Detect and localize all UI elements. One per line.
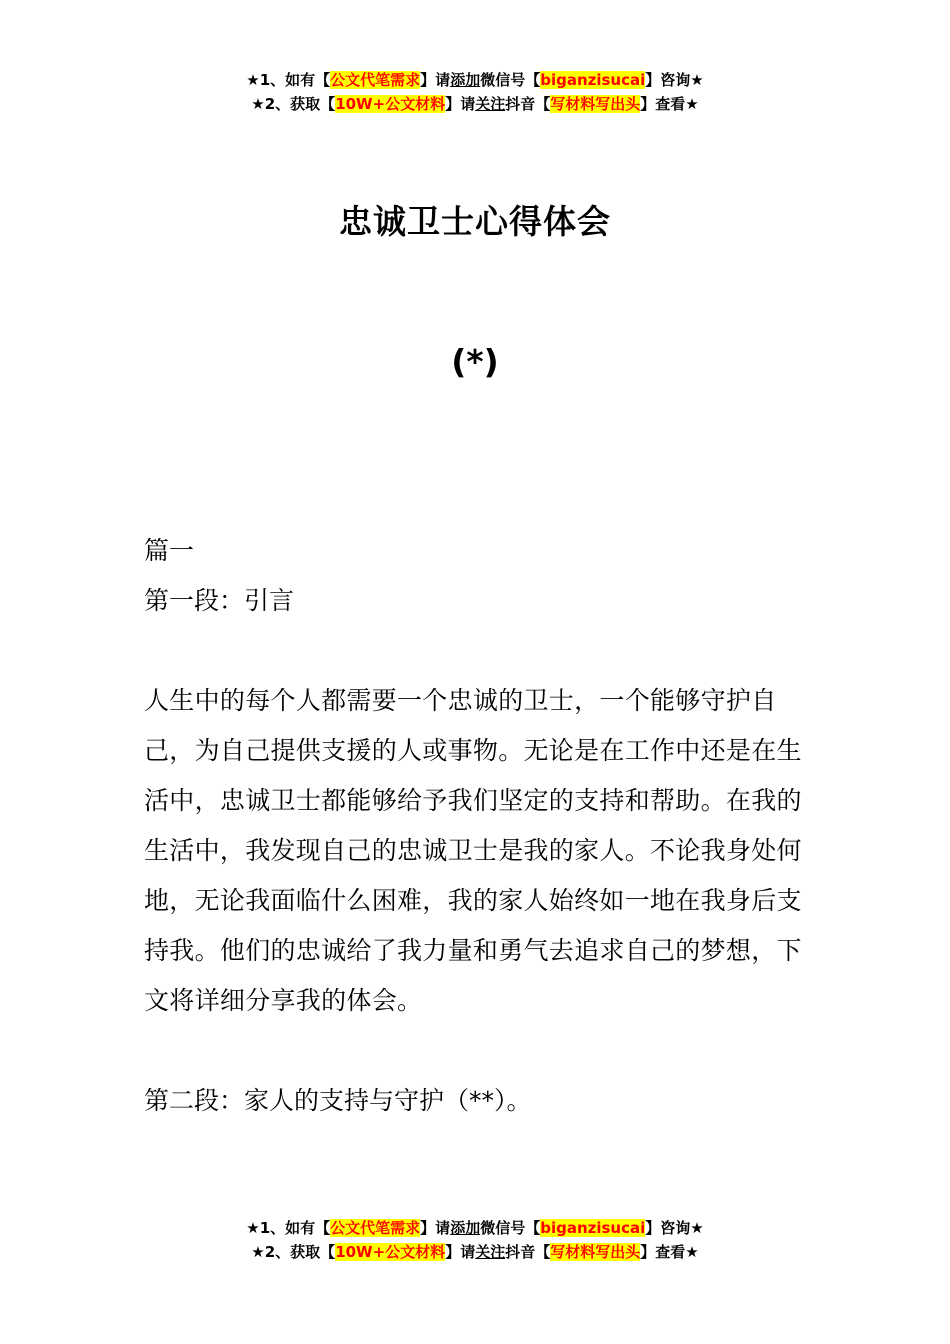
- document-title: 忠诚卫士心得体会: [339, 202, 611, 241]
- body-paragraph: 人生中的每个人都需要一个忠诚的卫士，一个能够守护自己，为自己提供支援的人或事物。无论是在工作中还是在生活中，忠诚卫士都能够给予我们坚定的支持和帮助。在我的生活中，我发现自己的忠诚卫士是我的家人。不论我身处何地，无论我面临什么困难，我的家人始终如一地在我身后支持我。他们的忠诚给了我力量和勇气去追求自己的梦想，下文将详细分享我的体会。: [144, 686, 802, 1015]
- banner-line-2: ★2、获取【10W+公文材料】请关注抖音【写材料写出头】查看★: [251, 1243, 699, 1261]
- highlight-wechat-id: biganzisucai: [540, 1219, 646, 1237]
- highlight-service: 公文代笔需求: [330, 1219, 421, 1237]
- banner-line-1: ★1、如有【公文代笔需求】请添加微信号【biganzisucai】咨询★: [246, 1219, 704, 1237]
- banner-line-1: ★1、如有【公文代笔需求】请添加微信号【biganzisucai】咨询★: [246, 71, 704, 89]
- highlight-service: 公文代笔需求: [330, 71, 421, 89]
- banner-line-2: ★2、获取【10W+公文材料】请关注抖音【写材料写出头】查看★: [251, 95, 699, 113]
- header-banner: [0, 68, 950, 116]
- highlight-douyin: 写材料写出头: [550, 95, 641, 113]
- document-subtitle: (*): [451, 342, 499, 381]
- highlight-materials: 10W+公文材料: [335, 95, 446, 113]
- section-label: 篇一: [144, 536, 195, 565]
- highlight-wechat-id: biganzisucai: [540, 71, 646, 89]
- highlight-douyin: 写材料写出头: [550, 1243, 641, 1261]
- heading-intro: 第一段：引言: [144, 586, 295, 615]
- highlight-materials: 10W+公文材料: [335, 1243, 446, 1261]
- footer-banner: [0, 1216, 950, 1264]
- heading-family-support: 第二段：家人的支持与守护（**）。: [144, 1086, 532, 1115]
